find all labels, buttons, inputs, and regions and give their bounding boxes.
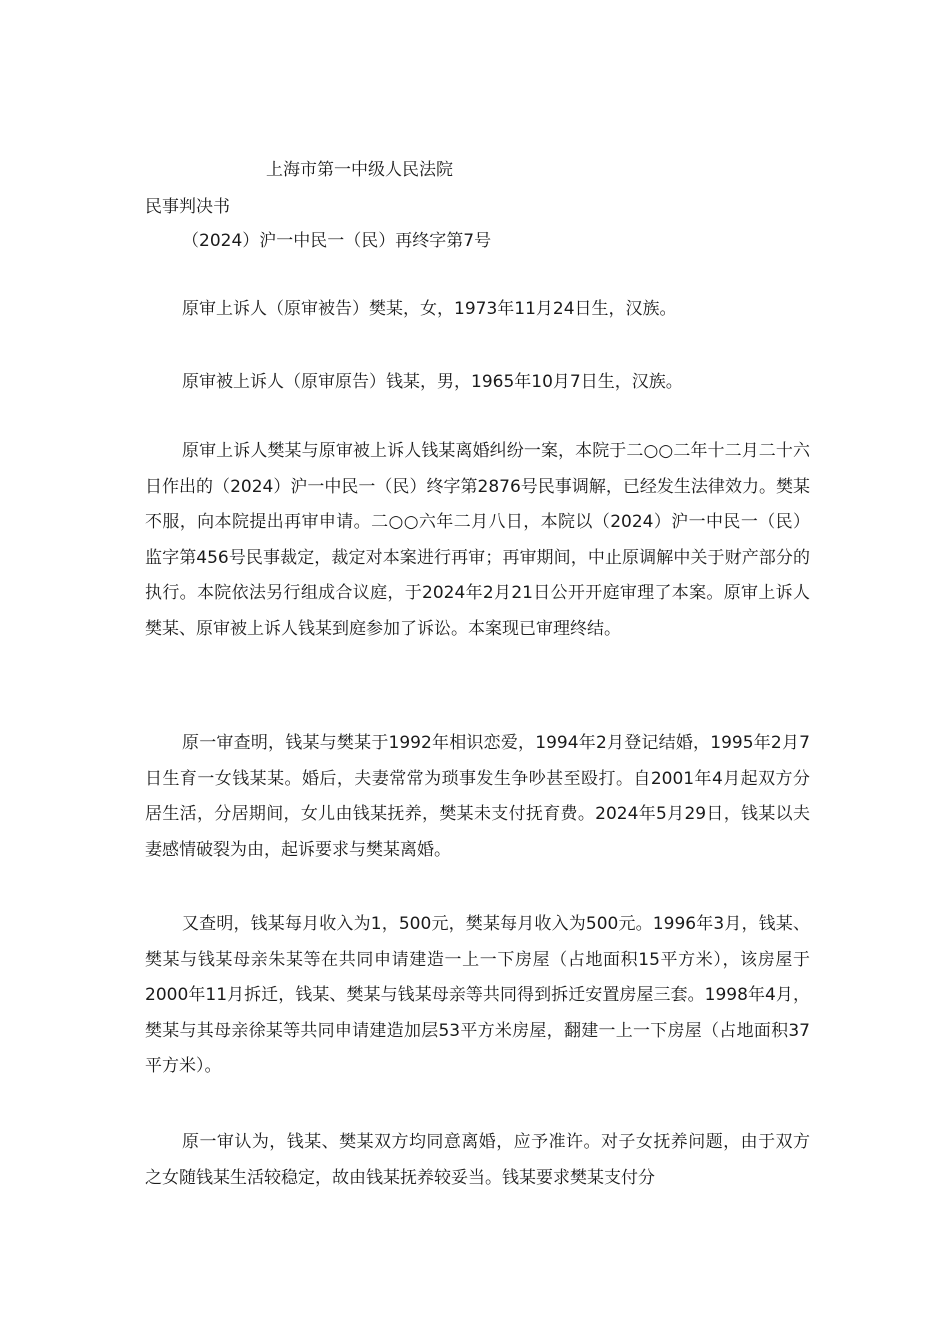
paragraph-first-instance-opinion: 原一审认为，钱某、樊某双方均同意离婚，应予准许。对子女抚养问题，由于双方之女随钱某生活较稳定，故由钱某抚养较妥当。钱某要求樊某支付分 xyxy=(145,1132,810,1188)
case-number: （2024）沪一中民一（民）再终字第7号 xyxy=(182,231,492,251)
paragraph-first-instance-findings: 原一审查明，钱某与樊某于1992年相识恋爱，1994年2月登记结婚，1995年2月7日生育一女钱某某。婚后，夫妻常常为琐事发生争吵甚至殴打。自2001年4月起双方分居生活，分居期间，女儿由钱某抚养，樊某未支付抚育费。2024年5月29日，钱某以夫妻感情破裂为由，起诉要求与樊某离婚。 xyxy=(145,733,810,860)
paragraph-appellee: 原审被上诉人（原审原告）钱某，男，1965年10月7日生，汉族。 xyxy=(182,372,683,392)
paragraph-appellant: 原审上诉人（原审被告）樊某，女，1973年11月24日生，汉族。 xyxy=(182,299,677,319)
paragraph-further-findings: 又查明，钱某每月收入为1，500元，樊某每月收入为500元。1996年3月，钱某、樊某与钱某母亲朱某等在共同申请建造一上一下房屋（占地面积15平方米），该房屋于2000年11月拆迁，钱某、樊某与钱某母亲等共同得到拆迁安置房屋三套。1998年4月，樊某与其母亲徐某等共同申请建造加层53平方米房屋，翻建一上一下房屋（占地面积37平方米）。 xyxy=(145,914,810,1076)
document-type: 民事判决书 xyxy=(145,197,230,217)
court-name: 上海市第一中级人民法院 xyxy=(266,160,453,180)
paragraph-case-history: 原审上诉人樊某与原审被上诉人钱某离婚纠纷一案，本院于二○○二年十二月二十六日作出的（2024）沪一中民一（民）终字第2876号民事调解，已经发生法律效力。樊某不服，向本院提出再审申请。二○○六年二月八日，本院以（2024）沪一中民一（民）监字第456号民事裁定，裁定对本案进行再审；再审期间，中止原调解中关于财产部分的执行。本院依法另行组成合议庭，于2024年2月21日公开开庭审理了本案。原审上诉人樊某、原审被上诉人钱某到庭参加了诉讼。本案现已审理终结。 xyxy=(145,441,810,639)
